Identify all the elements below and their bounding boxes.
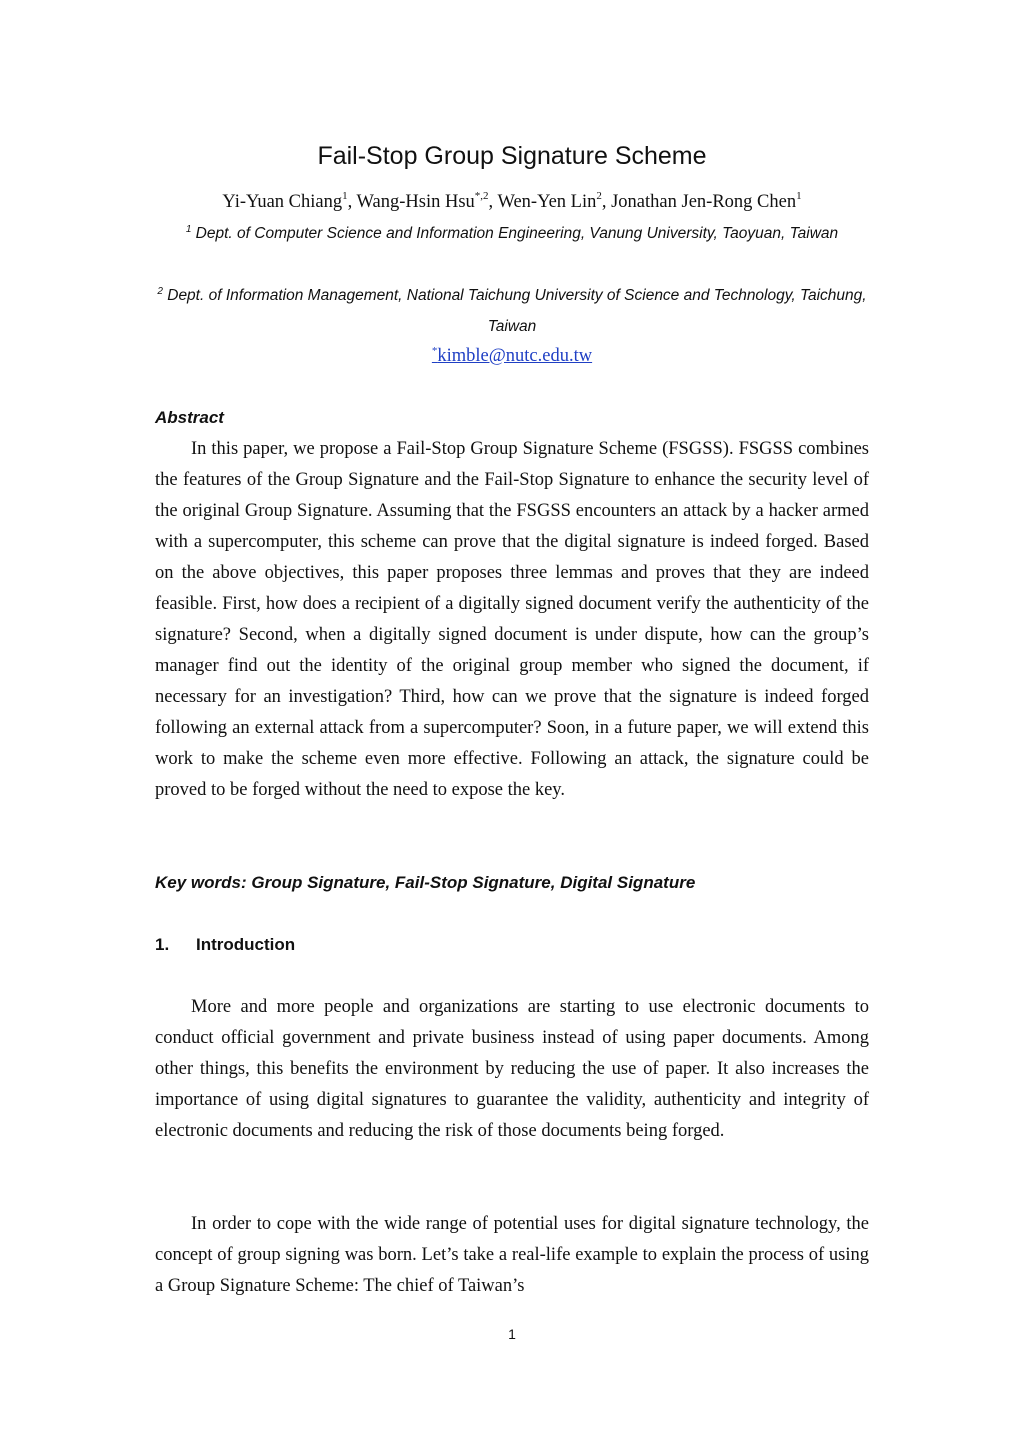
affiliation-2 xyxy=(150,280,874,342)
page-number: 1 xyxy=(508,1326,516,1342)
section-title: Introduction xyxy=(196,935,296,954)
affiliation-mark: 2 xyxy=(157,286,163,297)
author-list xyxy=(0,188,1024,216)
author-separator: , xyxy=(601,192,612,212)
corresponding-email xyxy=(0,342,1024,370)
email-address: kimble@nutc.edu.tw xyxy=(437,346,593,366)
section-number: 1. xyxy=(155,935,170,954)
affiliation-text: Dept. of Computer Science and Information Engineering, Vanung University, Taoyuan, Taiwan xyxy=(191,225,839,242)
affiliation-text: Dept. of Information Management, National Taichung University of Science and Technology, Taichung, Taiwan xyxy=(162,287,867,335)
author-affiliation-mark: 1 xyxy=(796,190,802,202)
affiliation-mark: 1 xyxy=(185,224,192,235)
author-affiliation-mark: *,2 xyxy=(474,190,489,202)
corresponding-mark: * xyxy=(431,345,438,357)
author-name: Yi-Yuan Chiang xyxy=(222,192,343,212)
keywords-line: Key words: Group Signature, Fail-Stop Signature, Digital Signature xyxy=(155,873,696,892)
author-name: Wen-Yen Lin xyxy=(497,192,597,212)
email-link[interactable] xyxy=(432,346,592,366)
affiliation-1 xyxy=(150,218,874,249)
author-affiliation-mark: 2 xyxy=(596,190,602,202)
abstract-paragraph: In this paper, we propose a Fail-Stop Group Signature Scheme (FSGSS). FSGSS combines the features of the Group Signature and the Fail-Stop Signature to enhance the security level of the original Group Signature. Assuming that the FSGSS encounters an attack by a hacker armed with a supercomputer, this scheme can prove that the digital signature is indeed forged. Based on the above objectives, this paper proposes three lemmas and proves that they are indeed feasible. First, how does a recipient of a digitally signed document verify the authenticity of the signature? Second, when a digitally signed document is under dispute, how can the group’s manager find out the identity of the original group member who signed the document, if necessary for an investigation? Third, how can we prove that the signature is indeed forged following an external attack from a supercomputer? Soon, in a future paper, we will extend this work to make the scheme even more effective. Following an attack, the signature could be proved to be forged without the need to expose the key. xyxy=(155,439,869,800)
author-separator: , xyxy=(347,192,357,212)
paper-title: Fail-Stop Group Signature Scheme xyxy=(317,142,707,170)
abstract-heading: Abstract xyxy=(155,408,224,427)
author-separator: , xyxy=(488,192,498,212)
section-heading-introduction xyxy=(155,933,295,957)
author-affiliation-mark: 1 xyxy=(342,190,348,202)
author-name: Jonathan Jen-Rong Chen xyxy=(611,192,797,212)
author-name: Wang-Hsin Hsu xyxy=(356,192,475,212)
intro-paragraph-2: In order to cope with the wide range of potential uses for digital signature technology, the concept of group signing was born. Let’s take a real-life example to explain the process of using a Group Signature Scheme: The chief of Taiwan’s xyxy=(155,1214,869,1296)
intro-paragraph-1: More and more people and organizations are starting to use electronic documents to conduct official government and private business instead of using paper documents. Among other things, this benefits the environment by reducing the use of paper. It also increases the importance of using digital signatures to guarantee the validity, authenticity and integrity of electronic documents and reducing the risk of those documents being forged. xyxy=(155,997,869,1141)
